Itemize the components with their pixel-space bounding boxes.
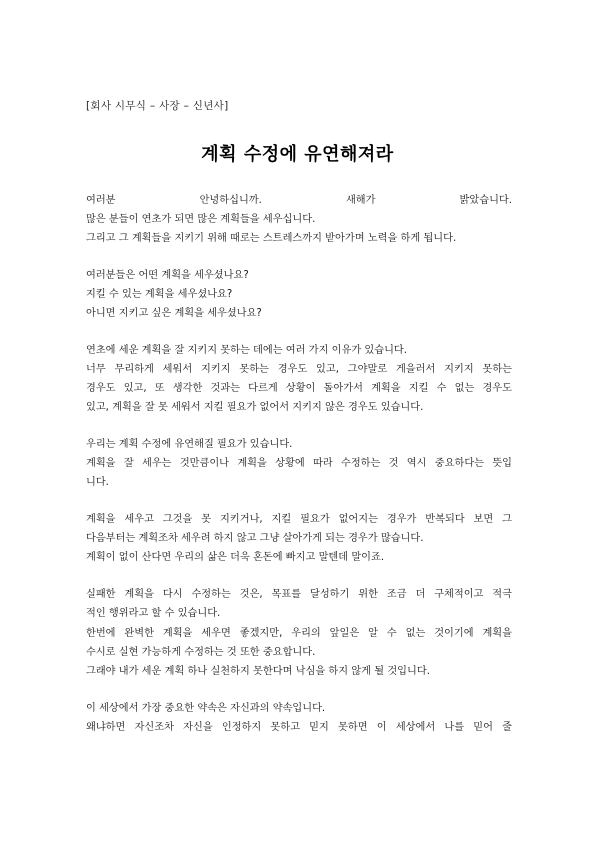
paragraph <box>86 435 512 492</box>
text-line: 경우도 있고, 또 생각한 것과는 다르게 상황이 돌아가서 계획을 지킬 수 없는 경우도 <box>86 383 512 395</box>
text-line: 너무 무리하게 세워서 지키지 못하는 경우도 있고, 그야말로 게을러서 지키지 못하는 <box>86 364 512 376</box>
text-line: 있고, 계획을 잘 못 세워서 지킬 필요가 없어서 지키지 않은 경우도 있습니다. <box>86 402 424 414</box>
text-line: 수시로 실현 가능하게 수정하는 것 또한 중요합니다. <box>86 646 316 658</box>
document-header-tag: [회사 시무식 – 사장 – 신년사] <box>86 100 229 112</box>
text-line: 계획을 잘 세우는 것만큼이나 계획을 상황에 따라 수정하는 것 역시 중요하다는 뜻입 <box>86 458 512 470</box>
document-title: 계획 수정에 유연해져라 <box>201 144 394 165</box>
text-line: 니다. <box>86 477 109 489</box>
text-line: 왜냐하면 자신조차 자신을 인정하지 못하고 믿지 못하면 이 세상에서 나를 믿어 줄 <box>86 721 512 733</box>
text-line: 다음부터는 계획조차 세우려 하지 않고 그냥 살아가게 되는 경우가 많습니다. <box>86 533 424 545</box>
paragraph <box>86 585 512 681</box>
text-line: 우리는 계획 수정에 유연해질 필요가 있습니다. <box>86 439 293 451</box>
text-line: 여러분들은 어떤 계획을 세우셨나요? <box>86 270 249 282</box>
text-line: 계획을 세우고 그것을 못 지키거나, 지킬 필요가 없어지는 경우가 반복되다 보면 그 <box>86 514 512 526</box>
paragraph <box>86 510 512 567</box>
paragraph <box>86 191 512 248</box>
text-line: 적인 행위라고 할 수 있습니다. <box>86 608 221 620</box>
text-line: 그리고 그 계획들을 지키기 위해 때로는 스트레스까지 받아가며 노력을 하게 됩니다. <box>86 233 457 245</box>
document-body <box>86 191 512 754</box>
text-line: 실패한 계획을 다시 수정하는 것은, 목표를 달성하기 위한 조금 더 구체적이고 적극 <box>86 589 512 601</box>
text-line: 그래야 내가 세운 계획 하나 실천하지 못한다며 낙심을 하지 않게 될 것입니다. <box>86 665 430 677</box>
text-line: 여러분 안녕하십니까. 새해가 밝았습니다. <box>86 195 512 206</box>
text-line: 한번에 완벽한 계획을 세우면 좋겠지만, 우리의 앞일은 알 수 없는 것이기에 계획을 <box>86 627 512 639</box>
text-line: 이 세상에서 가장 중요한 약속은 자신과의 약속입니다. <box>86 702 326 714</box>
paragraph <box>86 266 512 323</box>
text-line: 많은 분들이 연초가 되면 많은 계획들을 세우십니다. <box>86 214 316 226</box>
paragraph <box>86 699 512 737</box>
text-line: 연초에 세운 계획을 잘 지키지 못하는 데에는 여러 가지 이유가 있습니다. <box>86 345 408 357</box>
text-line: 계획이 없이 산다면 우리의 삶은 더욱 혼돈에 빠지고 말텐데 말이죠. <box>86 552 385 564</box>
text-line: 아니면 지키고 싶은 계획을 세우셨나요? <box>86 308 262 320</box>
paragraph <box>86 341 512 418</box>
text-line: 지킬 수 있는 계획을 세우셨나요? <box>86 289 233 301</box>
